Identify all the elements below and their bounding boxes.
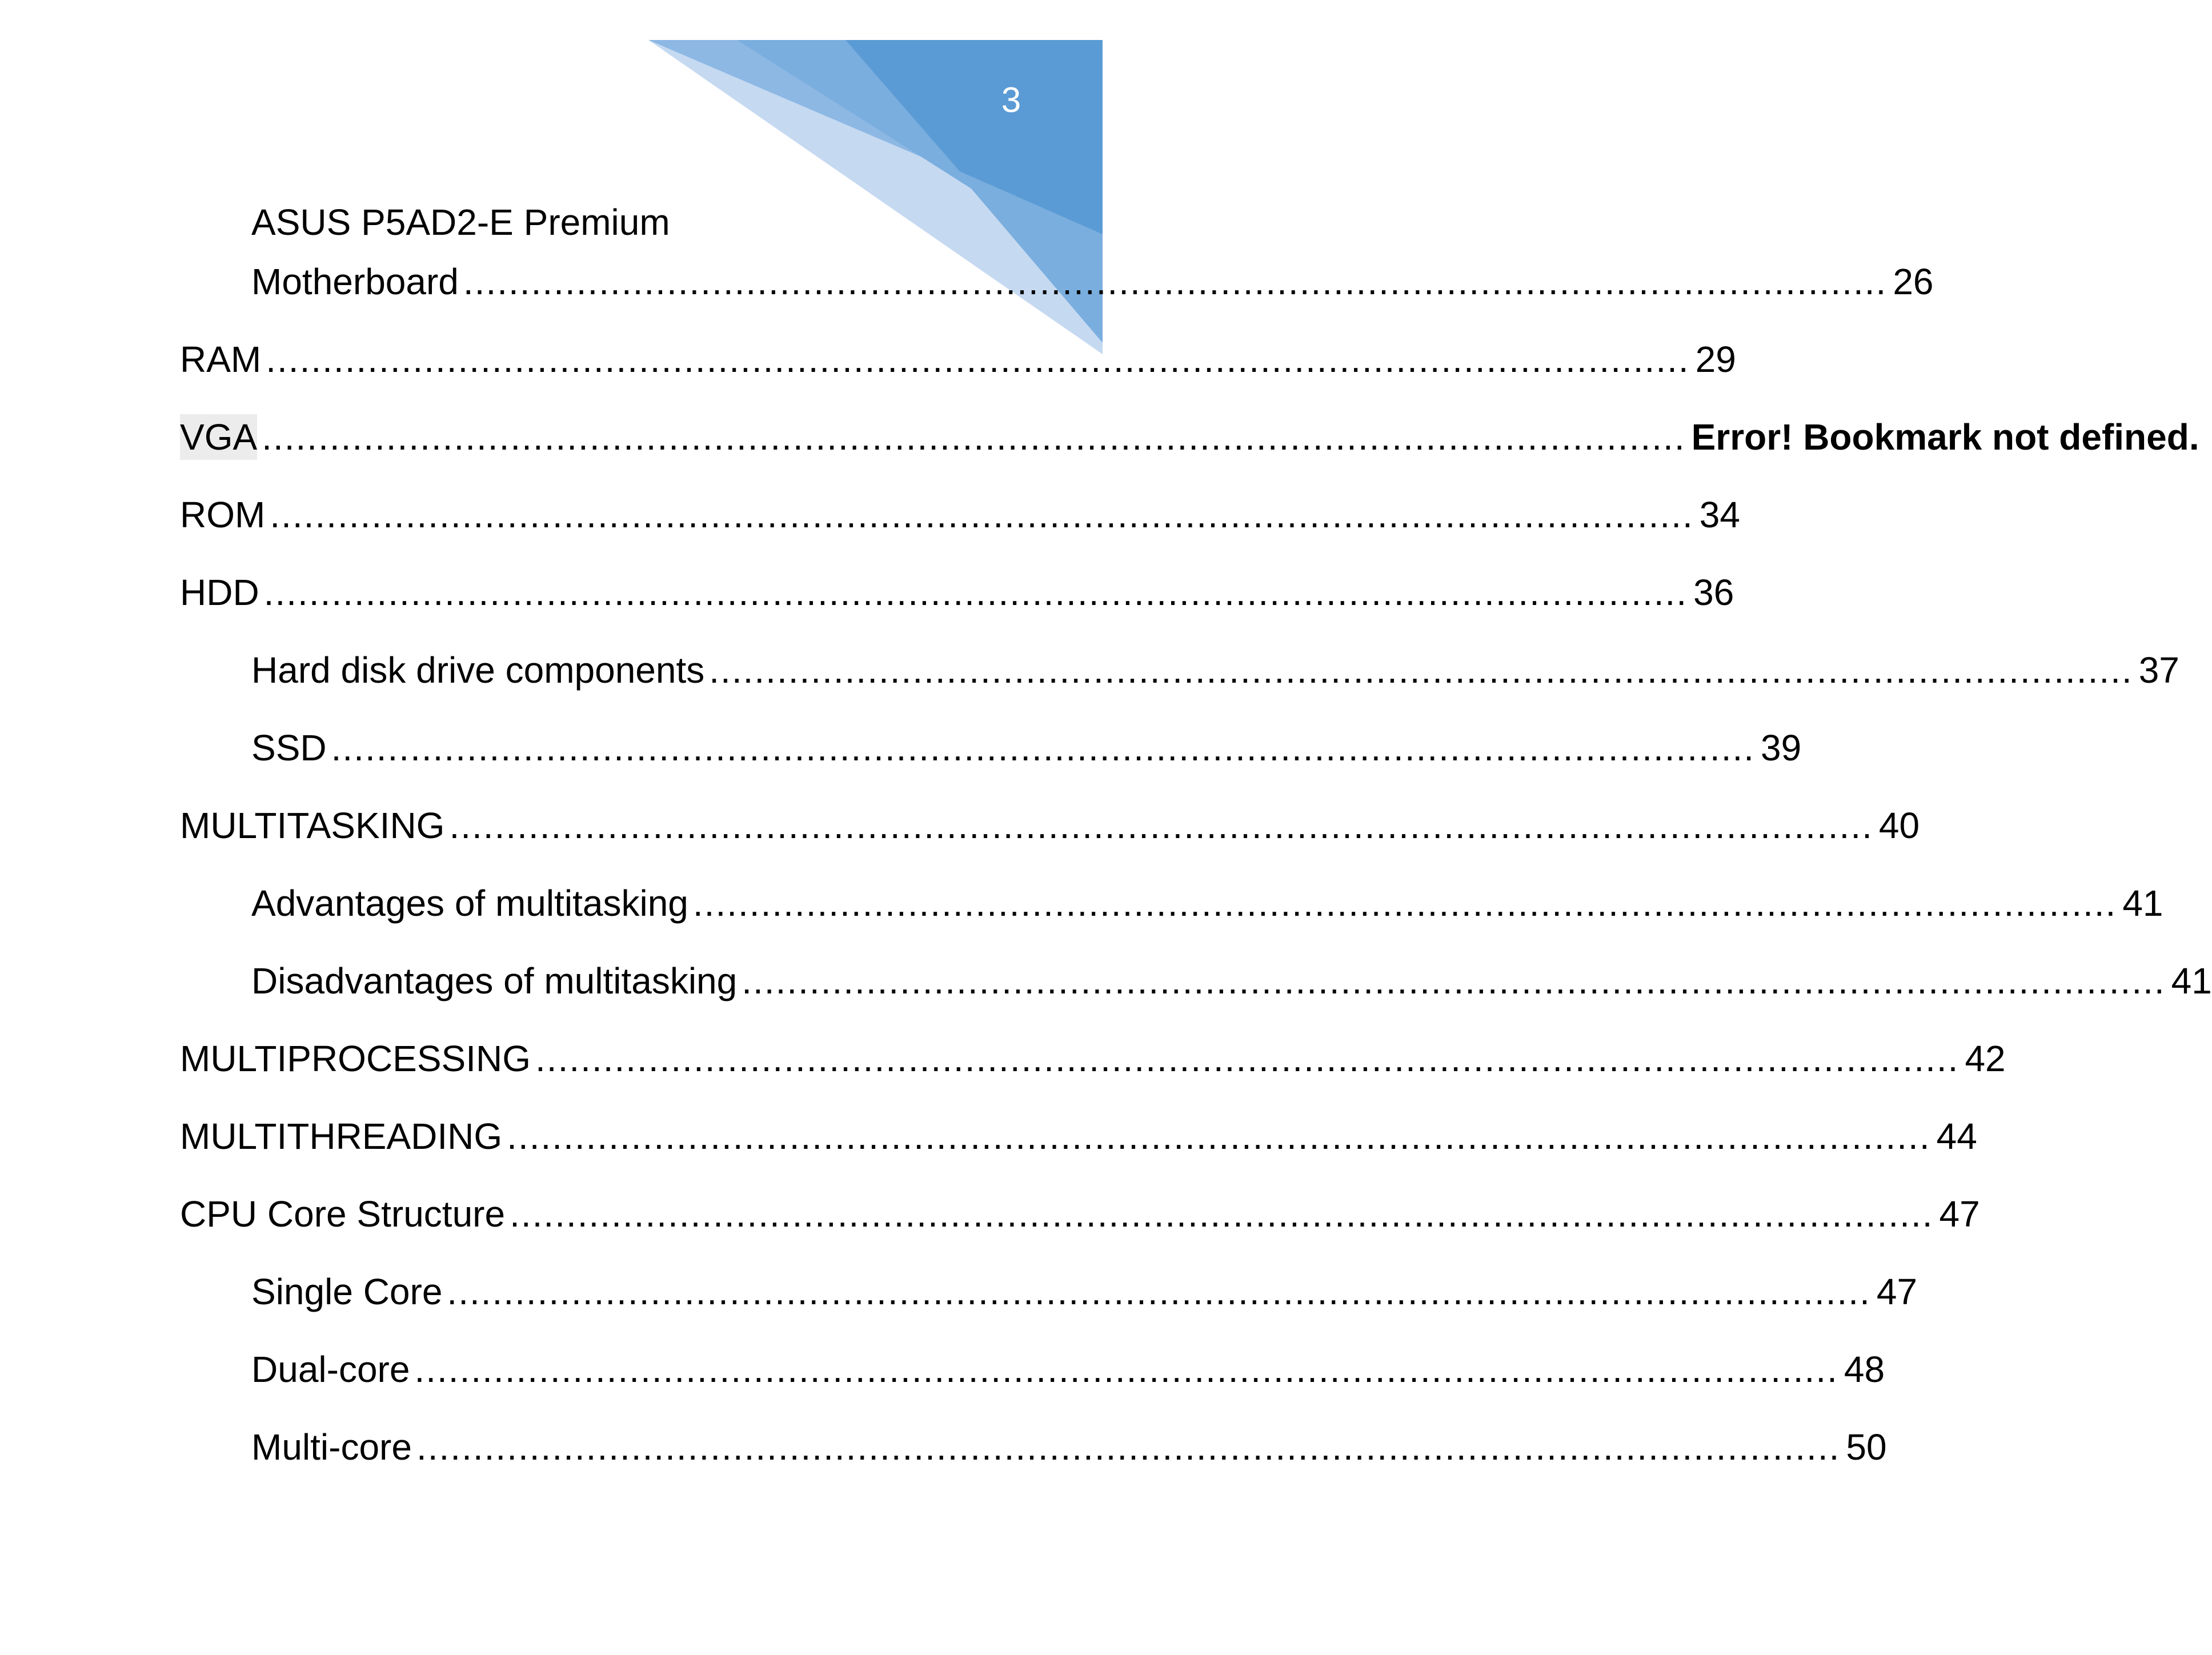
- toc-title: MULTITASKING: [180, 805, 445, 846]
- toc-page-number: 37: [2138, 650, 2179, 691]
- toc-leader-dots: ..............................................................................................................................: [263, 572, 1688, 613]
- toc-entry-advantages-multitasking[interactable]: [251, 880, 2163, 926]
- toc-page-number: 47: [1876, 1271, 1918, 1312]
- toc-entry-hdd[interactable]: [180, 570, 1734, 615]
- toc-page-number: 48: [1844, 1349, 1885, 1390]
- page-number: 3: [1001, 81, 1021, 120]
- toc-title: Motherboard: [251, 261, 459, 302]
- toc-leader-dots: ..............................................................................................................................: [447, 1271, 1871, 1312]
- toc-leader-dots: ..............................................................................................................................: [709, 650, 2133, 691]
- toc-title: VGA: [180, 414, 257, 460]
- toc-title: HDD: [180, 572, 259, 613]
- toc-leader-dots: ..............................................................................................................................: [262, 416, 1686, 458]
- toc-page-number: 44: [1936, 1116, 1977, 1157]
- toc-leader-dots: ..............................................................................................................................: [449, 805, 1873, 846]
- toc-page-number: 41: [2122, 883, 2163, 924]
- toc-entry-multithreading[interactable]: [180, 1113, 1977, 1159]
- toc-page-number: 50: [1846, 1426, 1887, 1468]
- toc-title: MULTIPROCESSING: [180, 1038, 531, 1079]
- toc-page-number: 36: [1693, 572, 1734, 613]
- toc-page-number: 34: [1699, 494, 1740, 535]
- toc-entry-hdd-components[interactable]: [251, 647, 2179, 693]
- toc-leader-dots: ..............................................................................................................................: [535, 1038, 1959, 1079]
- toc-leader-dots: ..............................................................................................................................: [692, 883, 2117, 924]
- toc-leader-dots: ..............................................................................................................................: [742, 960, 2166, 1001]
- toc-page-number: 26: [1893, 261, 1934, 302]
- toc-title: Disadvantages of multitasking: [251, 960, 738, 1001]
- toc-title: Single Core: [251, 1271, 443, 1312]
- toc-entry-ram[interactable]: [180, 336, 1736, 382]
- toc-title: Advantages of multitasking: [251, 883, 688, 924]
- toc-entry-vga[interactable]: [180, 414, 2199, 460]
- toc-leader-dots: ..............................................................................................................................: [416, 1426, 1841, 1468]
- toc-entry-rom[interactable]: [180, 492, 1740, 538]
- toc-leader-dots: ..............................................................................................................................: [270, 494, 1694, 535]
- toc-title: SSD: [251, 727, 327, 768]
- toc-title: RAM: [180, 339, 262, 380]
- toc-title: MULTITHREADING: [180, 1116, 503, 1157]
- toc-leader-dots: ..............................................................................................................................: [266, 339, 1690, 380]
- toc-entry-ssd[interactable]: [251, 725, 1802, 771]
- toc-page-number: 40: [1878, 805, 1920, 846]
- toc-leader-dots: ..............................................................................................................................: [507, 1116, 1931, 1157]
- toc-entry-asus-line1[interactable]: ASUS P5AD2-E Premium: [251, 202, 670, 243]
- toc-entry-multiprocessing[interactable]: [180, 1036, 2006, 1081]
- toc-entry-multitasking[interactable]: [180, 803, 1920, 848]
- toc-bookmark-error: Error! Bookmark not defined.: [1691, 416, 2199, 458]
- toc-title: ROM: [180, 494, 266, 535]
- toc-title: Dual-core: [251, 1349, 410, 1390]
- toc-title: Multi-core: [251, 1426, 412, 1468]
- toc-leader-dots: ..............................................................................................................................: [331, 727, 1756, 768]
- toc-entry-asus[interactable]: [251, 259, 1934, 304]
- toc-page-number: 41: [2171, 960, 2212, 1001]
- toc-page-number: 39: [1761, 727, 1802, 768]
- toc-leader-dots: ..............................................................................................................................: [510, 1193, 1934, 1235]
- toc-entry-dual-core[interactable]: [251, 1347, 1885, 1392]
- toc-page-number: 42: [1965, 1038, 2006, 1079]
- toc-page-number: 29: [1695, 339, 1736, 380]
- toc-leader-dots: ..............................................................................................................................: [414, 1349, 1838, 1390]
- toc-entry-single-core[interactable]: [251, 1269, 1918, 1315]
- toc-page-number: 47: [1939, 1193, 1980, 1235]
- toc-title: Hard disk drive components: [251, 650, 705, 691]
- toc-entry-multi-core[interactable]: [251, 1424, 1887, 1470]
- toc-entry-disadvantages-multitasking[interactable]: [251, 958, 2212, 1004]
- toc-leader-dots: ..............................................................................................................................: [463, 261, 1888, 302]
- toc-entry-cpu-core-structure[interactable]: [180, 1191, 1980, 1237]
- toc-title: CPU Core Structure: [180, 1193, 506, 1235]
